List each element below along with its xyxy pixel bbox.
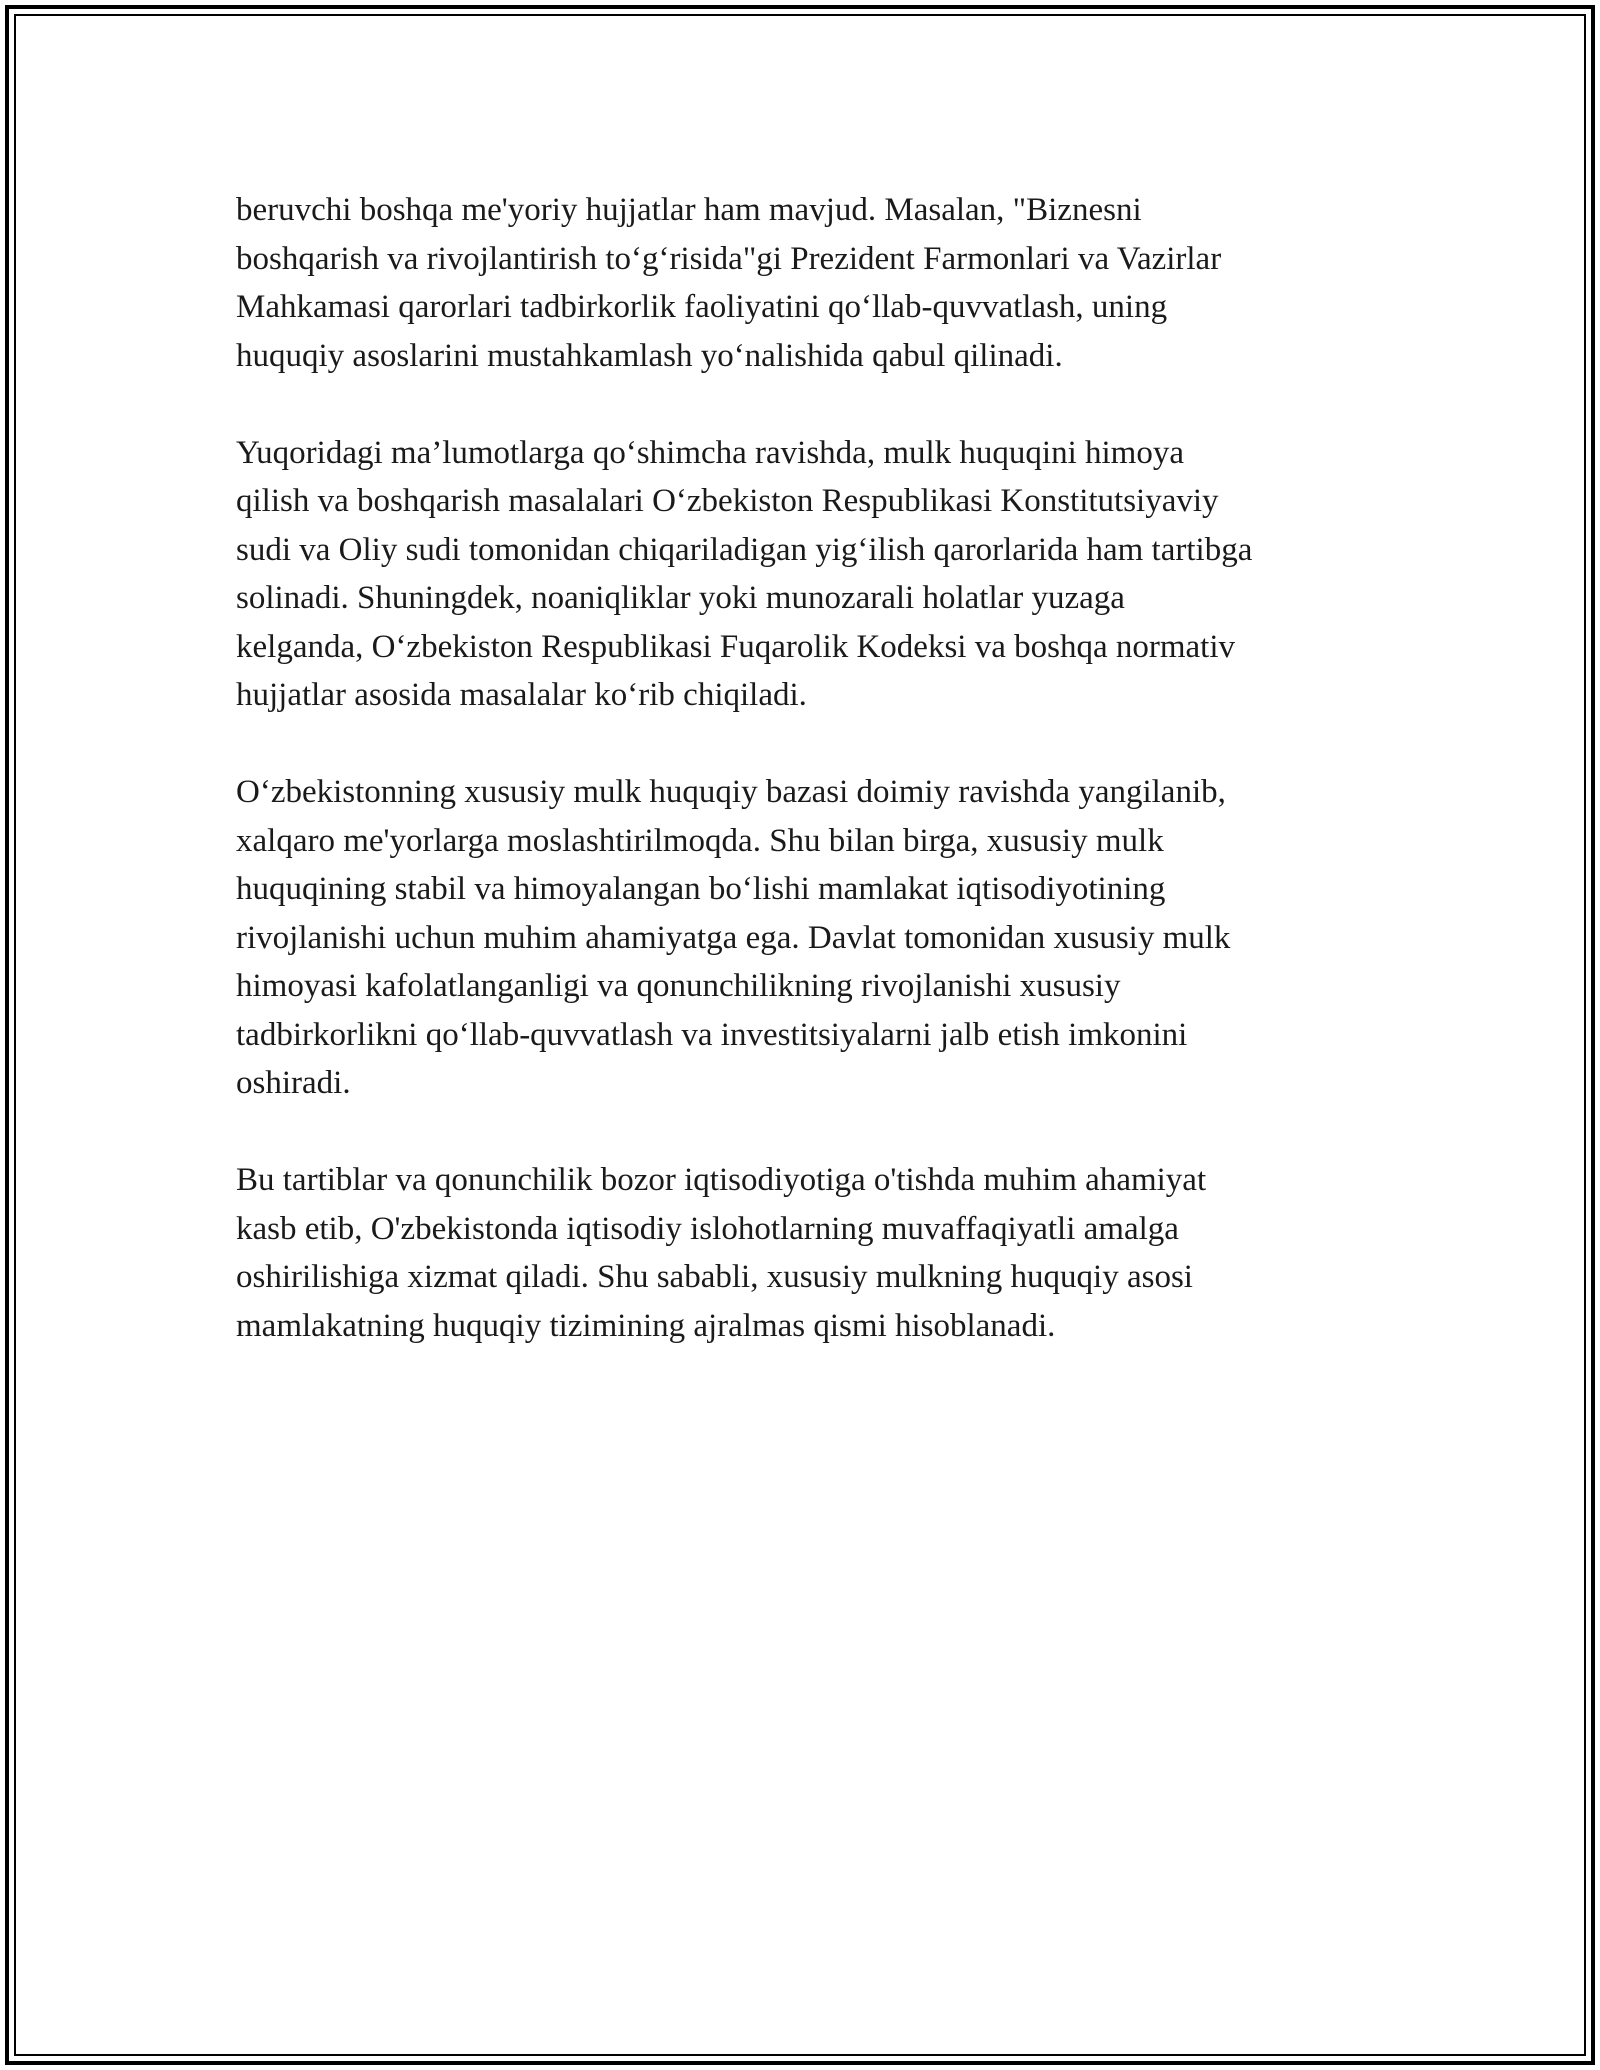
paragraph-line: sudi va Oliy sudi tomonidan chiqariladigan yig‘ilish qarorlarida ham tartibga	[236, 531, 1253, 568]
paragraph-2	[236, 429, 1376, 720]
paragraph-line: Mahkamasi qarorlari tadbirkorlik faoliyatini qo‘llab-quvvatlash, uning	[236, 289, 1168, 325]
paragraph-line: oshiradi.	[236, 1065, 351, 1101]
paragraph-line: boshqarish va rivojlantirish to‘g‘risida"gi Prezident Farmonlari va Vazirlar	[236, 240, 1222, 277]
paragraph-line: himoyasi kafolatlanganligi va qonunchilikning rivojlanishi xususiy	[236, 968, 1121, 1004]
paragraph-line: huquqining stabil va himoyalangan bo‘lishi mamlakat iqtisodiyotining	[236, 871, 1166, 907]
paragraph-line: O‘zbekistonning xususiy mulk huquqiy bazasi doimiy ravishda yangilanib,	[236, 774, 1226, 810]
paragraph-line: solinadi. Shuningdek, noaniqliklar yoki munozarali holatlar yuzaga	[236, 580, 1125, 616]
paragraph-line: huquqiy asoslarini mustahkamlash yo‘nalishida qabul qilinadi.	[236, 337, 1063, 374]
paragraph-3	[236, 768, 1376, 1108]
paragraph-line: kasb etib, O'zbekistonda iqtisodiy islohotlarning muvaffaqiyatli amalga	[236, 1210, 1179, 1247]
paragraph-line: kelganda, O‘zbekiston Respublikasi Fuqarolik Kodeksi va boshqa normativ	[236, 628, 1235, 665]
paragraph-line: beruvchi boshqa me'yoriy hujjatlar ham mavjud. Masalan, "Biznesni	[236, 192, 1142, 228]
paragraph-line: hujjatlar asosida masalalar ko‘rib chiqiladi.	[236, 677, 807, 713]
paragraph-line: oshirilishiga xizmat qiladi. Shu sababli, xususiy mulkning huquqiy asosi	[236, 1259, 1193, 1295]
document-body	[236, 186, 1376, 1399]
paragraph-line: Bu tartiblar va qonunchilik bozor iqtisodiyotiga o'tishda muhim ahamiyat	[236, 1162, 1207, 1198]
paragraph-4	[236, 1156, 1376, 1350]
paragraph-line: rivojlanishi uchun muhim ahamiyatga ega. Davlat tomonidan xususiy mulk	[236, 919, 1231, 956]
paragraph-line: Yuqoridagi ma’lumotlarga qo‘shimcha ravishda, mulk huquqini himoya	[236, 434, 1184, 471]
paragraph-line: xalqaro me'yorlarga moslashtirilmoqda. Shu bilan birga, xususiy mulk	[236, 822, 1164, 859]
paragraph-line: tadbirkorlikni qo‘llab-quvvatlash va investitsiyalarni jalb etish imkonini	[236, 1016, 1188, 1053]
paragraph-1	[236, 186, 1376, 380]
paragraph-line: qilish va boshqarish masalalari O‘zbekiston Respublikasi Konstitutsiyaviy	[236, 483, 1219, 519]
paragraph-line: mamlakatning huquqiy tizimining ajralmas qismi hisoblanadi.	[236, 1307, 1056, 1344]
